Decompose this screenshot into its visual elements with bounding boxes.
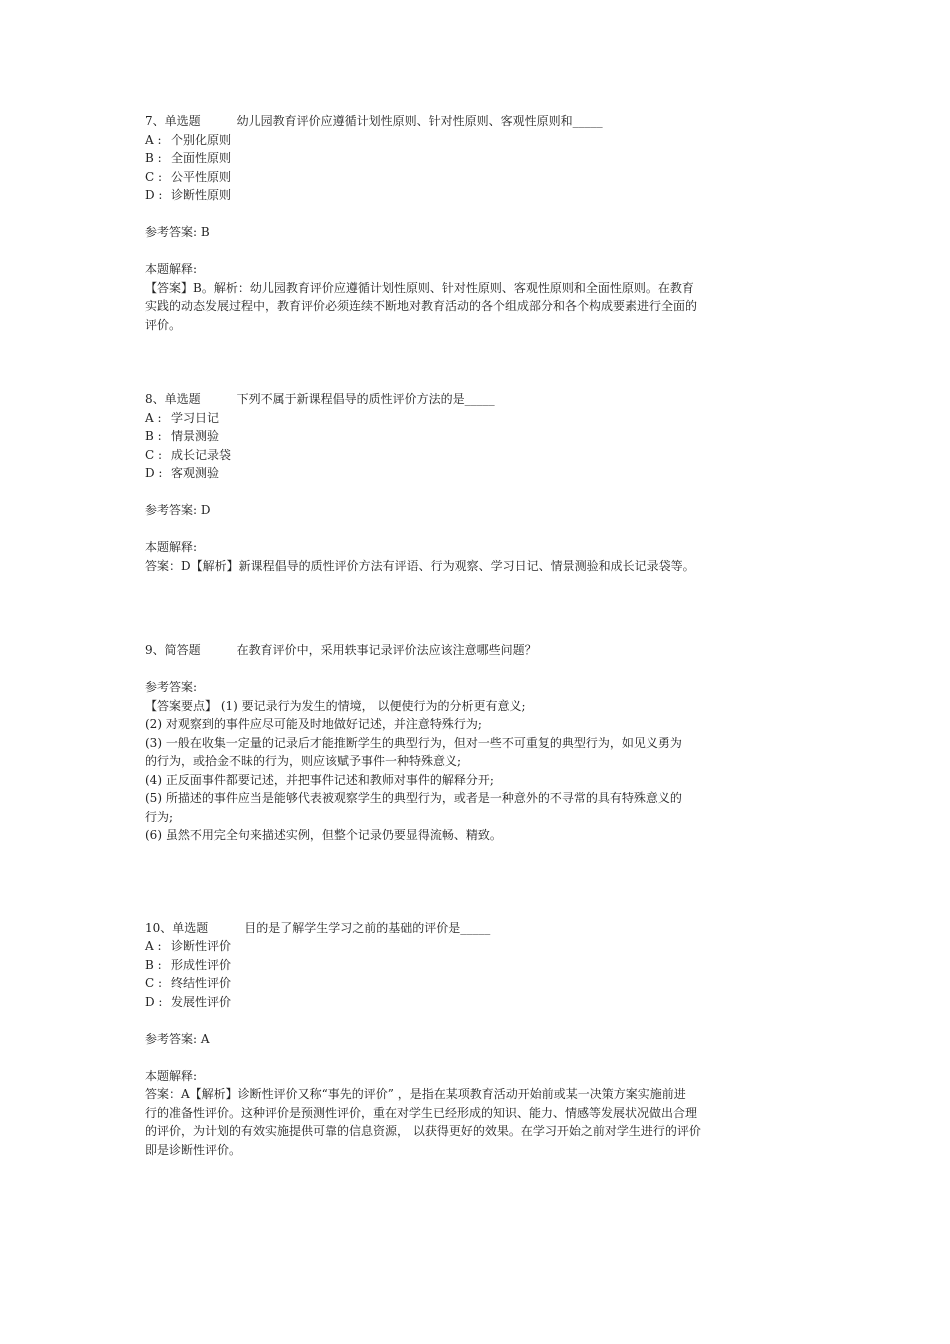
option-text: 公平性原则 [171,169,232,184]
option-letter: D : [145,466,163,480]
question-type: 简答题 [164,643,201,657]
question-number: 7、 [145,114,165,128]
explanation-label: 本题解释: [145,262,198,276]
explanation-line: 的评价，为计划的有效实施提供可靠的信息资源， 以获得更好的效果。在学习开始之前对学生进行的评价 [145,1124,701,1138]
option-c [145,446,810,465]
question-stem: 在教育评价中，采用轶事记录评价法应该注意哪些问题？ [236,643,537,657]
option-text: 形成性评价 [171,957,232,972]
answer-line: 【答案要点】 (1) 要记录行为发生的情境， 以便使行为的分析更有意义; [145,698,526,713]
option-d [145,186,810,205]
answer-line: 的行为，或拾金不昧的行为，则应该赋予事件一种特殊意义; [145,754,462,768]
explanation-line: 答案：A【解析】诊断性评价又称“事先的评价” ，是指在某项教育活动开始前或某一决策方案实施前进 [145,1087,686,1101]
option-letter: C : [145,169,163,184]
option-text: 个别化原则 [171,132,232,147]
option-letter: C : [145,447,163,462]
question-type: 单选题 [172,920,209,935]
option-d [145,993,810,1012]
option-letter: A : [145,410,162,425]
answer-line: (6) 虽然不用完全句来描述实例，但整个记录仍要显得流畅、精致。 [145,828,502,842]
option-text: 学习日记 [171,410,220,425]
answer-line: (5) 所描述的事件应当是能够代表被观察学生的典型行为，或者是一种意外的不寻常的具有特殊意义的 [145,791,682,805]
explanation-line: 即是诊断性评价。 [145,1142,242,1157]
reference-answer: 参考答案: A [145,1031,210,1046]
option-b [145,956,810,975]
option-a [145,937,810,956]
option-letter: A : [145,132,162,147]
answer-line: (2) 对观察到的事件应尽可能及时地做好记述，并注意特殊行为; [145,717,482,731]
option-text: 发展性评价 [171,994,232,1009]
option-text: 诊断性评价 [171,939,232,953]
question-9 [145,641,810,845]
option-letter: C : [145,976,163,990]
question-10 [145,919,810,1160]
explanation-line: 评价。 [145,317,182,332]
explanation-line: 行的准备性评价。这种评价是预测性评价，重在对学生已经形成的知识、能力、情感等发展状况做出合理 [145,1105,698,1120]
reference-answer: 参考答案: [145,680,198,694]
question-header [145,641,810,660]
answer-line: (4) 正反面事件都要记述，并把事件记述和教师对事件的解释分开; [145,772,494,787]
explanation-label: 本题解释: [145,540,198,554]
option-b [145,427,810,446]
option-text: 终结性评价 [171,976,232,990]
question-type: 单选题 [164,114,201,128]
question-7 [145,112,810,334]
reference-answer: 参考答案: B [145,225,210,239]
option-letter: D : [145,188,163,202]
document-page [145,112,810,1159]
explanation-line: 答案：D【解析】新课程倡导的质性评价方法有评语、行为观察、学习日记、情景测验和成长记录袋等。 [145,558,695,573]
question-header [145,390,810,409]
option-text: 诊断性原则 [171,188,232,202]
question-stem: 幼儿园教育评价应遵循计划性原则、针对性原则、客观性原则和_____ [236,114,603,128]
question-header [145,112,810,131]
question-header [145,919,810,938]
question-type: 单选题 [164,392,201,406]
option-text: 情景测验 [171,429,220,443]
option-letter: B : [145,151,162,165]
answer-line: (3) 一般在收集一定量的记录后才能推断学生的典型行为，但对一些不可重复的典型行为，如见义勇为 [145,735,682,750]
option-a [145,409,810,428]
option-text: 全面性原则 [171,151,232,165]
option-a [145,131,810,150]
option-letter: D : [145,994,163,1009]
explanation-line: 实践的动态发展过程中，教育评价必须连续不断地对教育活动的各个组成部分和各个构成要素进行全面的 [145,299,698,313]
question-number: 9、 [145,643,165,657]
option-b [145,149,810,168]
option-letter: B : [145,429,162,443]
explanation-label: 本题解释: [145,1068,198,1083]
option-text: 客观测验 [171,466,220,480]
option-letter: B : [145,957,162,972]
question-number: 8、 [145,392,165,406]
question-stem: 目的是了解学生学习之前的基础的评价是_____ [244,920,491,935]
question-stem: 下列不属于新课程倡导的质性评价方法的是_____ [236,392,495,406]
option-d [145,464,810,483]
explanation-line: 【答案】B。解析：幼儿园教育评价应遵循计划性原则、针对性原则、客观性原则和全面性原则。在教育 [145,280,694,295]
reference-answer: 参考答案: D [145,503,211,517]
answer-line: 行为; [145,809,174,824]
option-letter: A : [145,939,162,953]
question-8 [145,390,810,575]
option-text: 成长记录袋 [171,447,232,462]
option-c [145,168,810,187]
option-c [145,974,810,993]
question-number: 10、 [145,920,173,935]
